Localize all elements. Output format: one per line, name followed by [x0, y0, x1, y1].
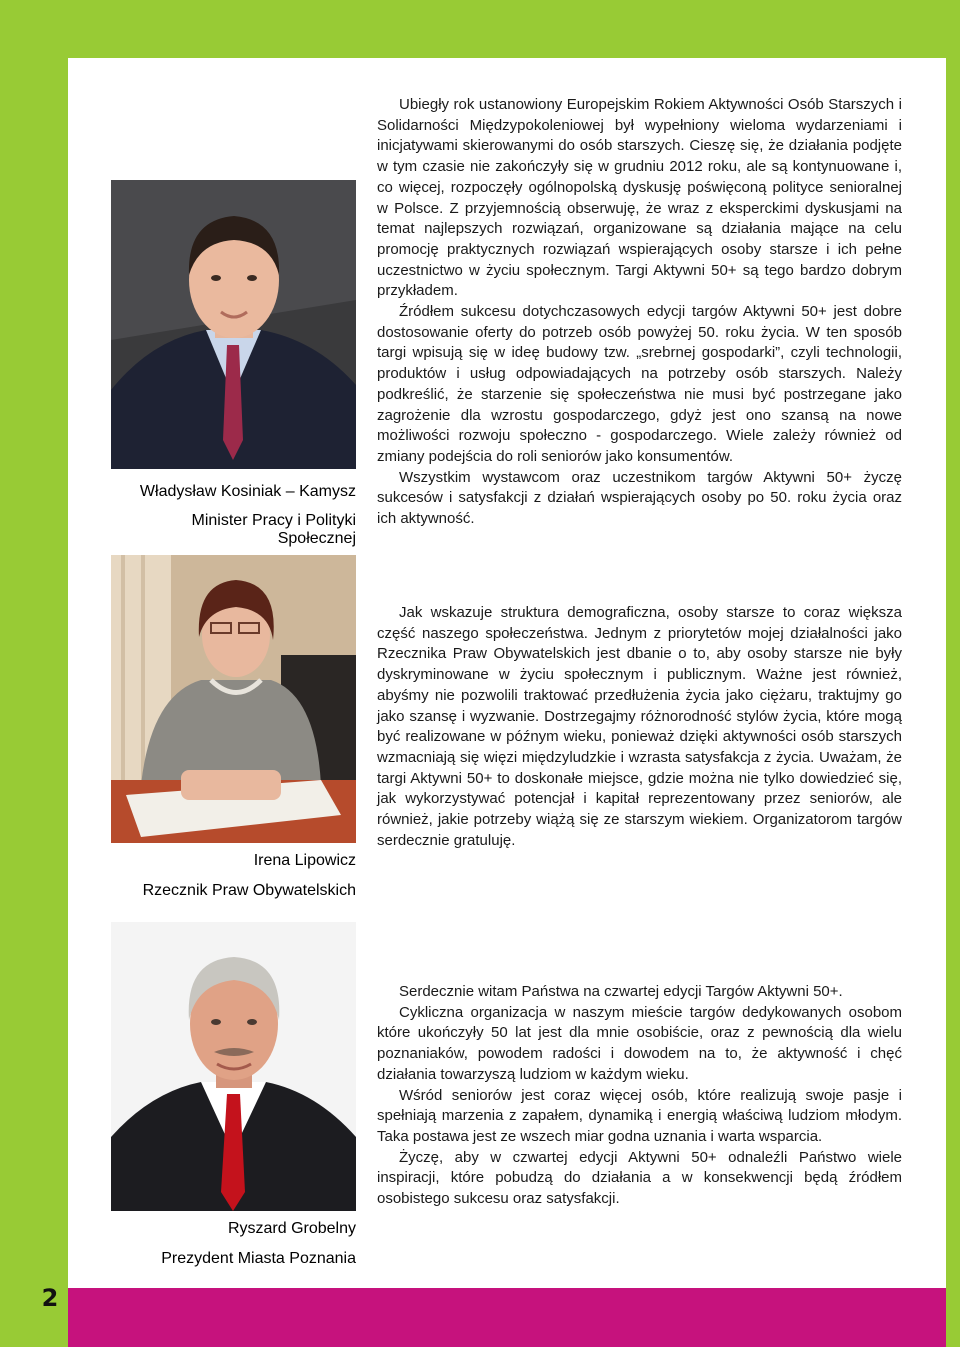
paragraph: Wśród seniorów jest coraz więcej osób, które realizują swoje pasje i spełniają marzenia z zapałem, dynamiką i energią właściwą ludziom młodym. Taka postawa jest ze wszech miar godna uznania i warta wsparcia. — [377, 1086, 902, 1145]
letter-text-kosiniak — [377, 95, 902, 530]
left-green-band — [0, 0, 68, 1347]
person-role-lipowicz: Rzecznik Praw Obywatelskich — [142, 882, 356, 899]
top-green-band — [0, 0, 946, 58]
paragraph: Wszystkim wystawcom oraz uczestnikom targów Aktywni 50+ życzę sukcesów i satysfakcji z działań wspierających osoby po 50. roku życia oraz ich aktywność. — [377, 468, 902, 528]
paragraph: Życzę, aby w czwartej edycji Aktywni 50+ odnaleźli Państwo wiele inspiracji, które pobudzą do działania a w konsekwencji będą źródłem osobistego sukcesu oraz satysfakcji. — [377, 1148, 902, 1208]
portrait-photo-grobelny — [111, 922, 356, 1211]
paragraph: Źródłem sukcesu dotychczasowych edycji targów Aktywni 50+ jest dobre dostosowanie oferty do potrzeb osób powyżej 50. roku życia. W ten sposób targi wpisują się w ideę budowy tzw. „srebrnej gospodarki”, czyli technologii, produktów i usług odpowiadających na potrzeby osób starszych. Należy podkreślić, że starzenie się społeczeństwa nie musi być postrzegane jako zagrożenie dla wzrostu gospodarczego, gdyż jest ono szansą na nowe możliwości rozwoju społeczno - gospodarczego. Wiele zależy również od zmiany podejścia do roli seniorów jako konsumentów. — [377, 303, 902, 465]
portrait-photo-kosiniak — [111, 180, 356, 469]
letter-text-lipowicz — [377, 603, 902, 851]
person-role-kosiniak: Minister Pracy i Polityki Społecznej — [191, 512, 356, 547]
person-name-lipowicz: Irena Lipowicz — [253, 852, 356, 869]
paragraph: Ubiegły rok ustanowiony Europejskim Rokiem Aktywności Osób Starszych i Solidarności Międzypokoleniowej był wypełniony wieloma wydarzeniami i inicjatywami skierowanymi do osób starszych. Cieszę się, że działania podjęte w tym czasie nie zakończyły się w grudniu 2012 roku, ale są kontynuowane i, co więcej, rozpoczęły ogólnopolską dyskusję poświęconą polityce senioralnej w Polsce. Z przyjemnością obserwuję, że wraz z eksperckimi dyskusjami na temat najlepszych rozwiązań, organizowane są działania mające na celu promocję praktycznych rozwiązań wspierających osoby starsze i ich pełne uczestnictwo w życiu społecznym. Targi Aktywni 50+ są tego bardzo dobrym przykładem. — [377, 96, 902, 300]
paragraph: Serdecznie witam Państwa na czwartej edycji Targów Aktywni 50+. — [399, 983, 843, 1000]
page-number: 2 — [41, 1284, 59, 1312]
right-green-band — [946, 0, 960, 1347]
bottom-magenta-band — [68, 1288, 946, 1347]
paragraph: Jak wskazuje struktura demograficzna, osoby starsze to coraz większa część naszego społeczeństwa. Jednym z priorytetów mojej działalności jako Rzecznika Praw Obywatelskich jest dbanie o to, aby osoby starsze nie były dyskryminowane w życiu społecznym i publicznym. Ważne jest również, abyśmy nie pozwolili traktować przedłużenia życia jako ciężaru, traktujmy go jako szansę i wyzwanie. Dostrzegajmy różnorodność stylów życia, które mogą być realizowane w późnym wieku, ponieważ dzięki aktywności osób starszych wzmacniają się więzi międzyludzkie i wzrasta satysfakcja z życia. Uważam, że targi Aktywni 50+ to doskonałe miejsce, gdzie można nie tylko dowiedzieć się, jak wykorzystywać potencjał i kapitał reprezentowany przez seniorów, ale również, jakie potrzeby wiążą się ze starszym wiekiem. Organizatorom targów serdecznie gratuluję. — [377, 604, 902, 849]
person-role-grobelny: Prezydent Miasta Poznania — [161, 1250, 356, 1267]
portrait-photo-lipowicz — [111, 555, 356, 843]
paragraph: Cykliczna organizacja w naszym mieście targów dedykowanych osobom które ukończyły 50 lat jest dla mnie osobiście, oraz z pewnością dla wielu poznaniaków, powodem radości i dowodem na to, że aktywność i chęć działania towarzyszą ludziom w każdym wieku. — [377, 1003, 902, 1083]
letter-text-grobelny — [377, 982, 902, 1210]
person-name-kosiniak: Władysław Kosiniak – Kamysz — [139, 483, 356, 500]
person-name-grobelny: Ryszard Grobelny — [227, 1220, 356, 1237]
